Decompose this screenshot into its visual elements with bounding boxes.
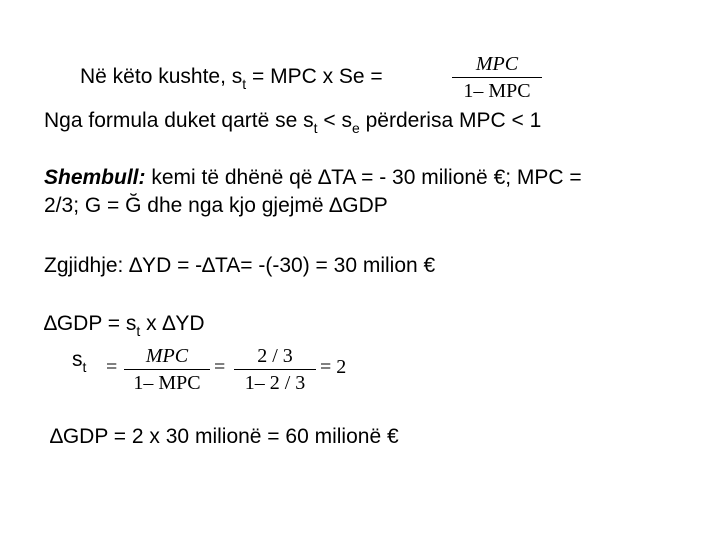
fraction-numerator: MPC xyxy=(475,53,519,75)
fraction-bar xyxy=(452,77,542,78)
condition-rest: = MPC x Se = xyxy=(246,65,383,88)
fraction-denominator: 1– MPC xyxy=(463,80,531,102)
gdp-formula-sub: t xyxy=(136,323,141,339)
gdp-formula-text-2: x ∆YD xyxy=(140,312,205,335)
conclusion-text-1: Nga formula duket qartë se s xyxy=(44,109,314,132)
gdp-formula-line xyxy=(44,311,205,338)
conclusion-sub-t: t xyxy=(313,120,318,136)
condition-text: Në këto kushte, s xyxy=(80,65,243,88)
formula-conclusion-line xyxy=(44,108,541,135)
numeric-fraction xyxy=(234,344,316,395)
condition-line xyxy=(80,64,383,91)
conclusion-text-3: përderisa MPC < 1 xyxy=(359,109,542,132)
fraction3-denominator: 1– 2 / 3 xyxy=(244,372,306,394)
result-text: ∆GDP = 2 x 30 milionë = 60 milionë € xyxy=(50,425,399,448)
solution-line xyxy=(44,253,435,279)
st-letter: s xyxy=(72,348,83,371)
fraction2-bar xyxy=(124,369,210,370)
fraction3-numerator: 2 / 3 xyxy=(257,345,293,367)
example-label: Shembull: xyxy=(44,166,146,189)
conclusion-text-2: < s xyxy=(317,109,352,132)
fraction3-bar xyxy=(234,369,316,370)
st-eq-sign-1: = xyxy=(106,356,118,378)
example-line-2 xyxy=(44,193,388,219)
fraction2-numerator: MPC xyxy=(145,345,189,367)
st-eq-sign-2: = xyxy=(214,356,226,378)
st-subscript: t xyxy=(82,359,87,375)
example-line-1 xyxy=(44,165,582,191)
example-text-1: kemi të dhënë që ∆TA = - 30 milionë €; MPC = xyxy=(145,166,582,189)
mpc-fraction-1 xyxy=(452,52,542,103)
st-eq-result: = 2 xyxy=(320,356,347,378)
solution-text: Zgjidhje: ∆YD = -∆TA= -(-30) = 30 milion € xyxy=(44,254,436,277)
mpc-fraction-2 xyxy=(124,344,210,395)
st-label xyxy=(72,347,86,374)
example-text-2: 2/3; G = Ğ dhe nga kjo gjejmë ∆GDP xyxy=(44,194,388,217)
fraction2-denominator: 1– MPC xyxy=(133,372,201,394)
conclusion-sub-e: e xyxy=(351,120,360,136)
result-line xyxy=(50,424,399,450)
gdp-formula-text-1: ∆GDP = s xyxy=(44,312,137,335)
condition-subscript: t xyxy=(242,76,247,92)
